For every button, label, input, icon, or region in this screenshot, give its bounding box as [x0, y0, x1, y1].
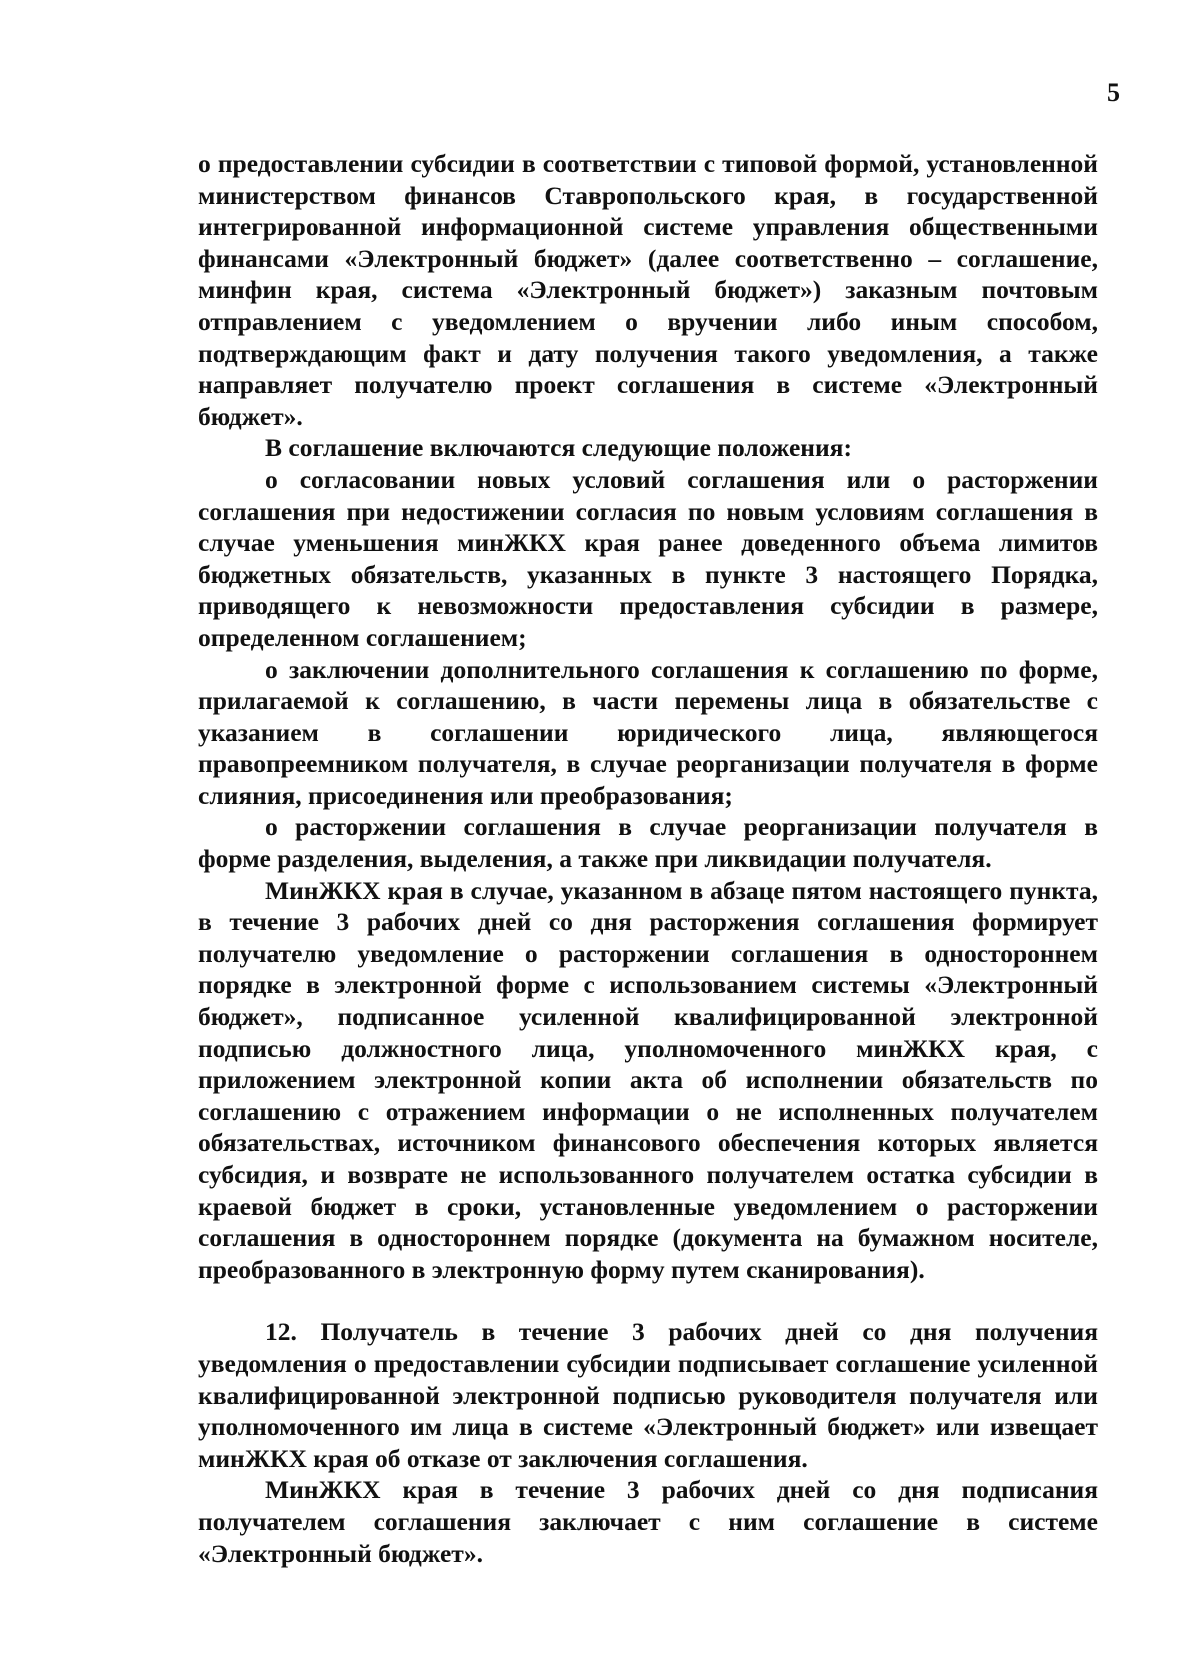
document-body [198, 148, 1098, 1569]
paragraph-continuation: о предоставлении субсидии в соответствии с типовой формой, установленной министерством финансов Ставропольского края, в государственной интегрированной информационной системе управления общественными финансами «Электронный бюджет» (далее соответственно – соглашение, минфин края, система «Электронный бюджет») заказным почтовым отправлением с уведомлением о вручении либо иным способом, подтверждающим факт и дату получения такого уведомления, а также направляет получателю проект соглашения в системе «Электронный бюджет». [198, 149, 1098, 431]
paragraph-provision-termination: о расторжении соглашения в случае реорганизации получателя в форме разделения, выделения, а также при ликвидации получателя. [198, 812, 1098, 874]
page-number: 5 [1107, 78, 1120, 107]
paragraph-item-12: 12. Получатель в течение 3 рабочих дней со дня получения уведомления о предоставлении субсидии подписывает соглашение усиленной квалифицированной электронной подписью руководителя получателя или уполномоченного им лица в системе «Электронный бюджет» или извещает минЖКХ края об отказе от заключения соглашения. [198, 1317, 1098, 1473]
paragraph-termination-notice: МинЖКХ края в случае, указанном в абзаце пятом настоящего пункта, в течение 3 рабочих дней со дня расторжения соглашения формирует получателю уведомление о расторжении соглашения в одностороннем порядке в электронной форме с использованием системы «Электронный бюджет», подписанное усиленной квалифицированной электронной подписью должностного лица, уполномоченного минЖКХ края, с приложением электронной копии акта об исполнении обязательств по соглашению с отражением информации о не исполненных получателем обязательствах, источником финансового обеспечения которых является субсидия, и возврате не использованного получателем остатка субсидии в краевой бюджет в сроки, установленные уведомлением о расторжении соглашения в одностороннем порядке (документа на бумажном носителе, преобразованного в электронную форму путем сканирования). [198, 875, 1098, 1284]
paragraph-provision-additional-agreement: о заключении дополнительного соглашения к соглашению по форме, прилагаемой к соглашению, в части перемены лица в обязательстве с указанием в соглашении юридического лица, являющегося правопреемником получателя, в случае реорганизации получателя в форме слияния, присоединения или преобразования; [198, 654, 1098, 810]
paragraph-provision-new-conditions: о согласовании новых условий соглашения или о расторжении соглашения при недостижении согласия по новым условиям соглашения в случае уменьшения минЖКХ края ранее доведенного объема лимитов бюджетных обязательств, указанных в пункте 3 настоящего Порядка, приводящего к невозможности предоставления субсидии в размере, определенном соглашением; [198, 464, 1098, 652]
paragraph-agreement-conclusion: МинЖКХ края в течение 3 рабочих дней со дня подписания получателем соглашения заключает с ним соглашение в системе «Электронный бюджет». [198, 1475, 1098, 1568]
paragraph-provisions-intro: В соглашение включаются следующие положения: [265, 433, 852, 463]
